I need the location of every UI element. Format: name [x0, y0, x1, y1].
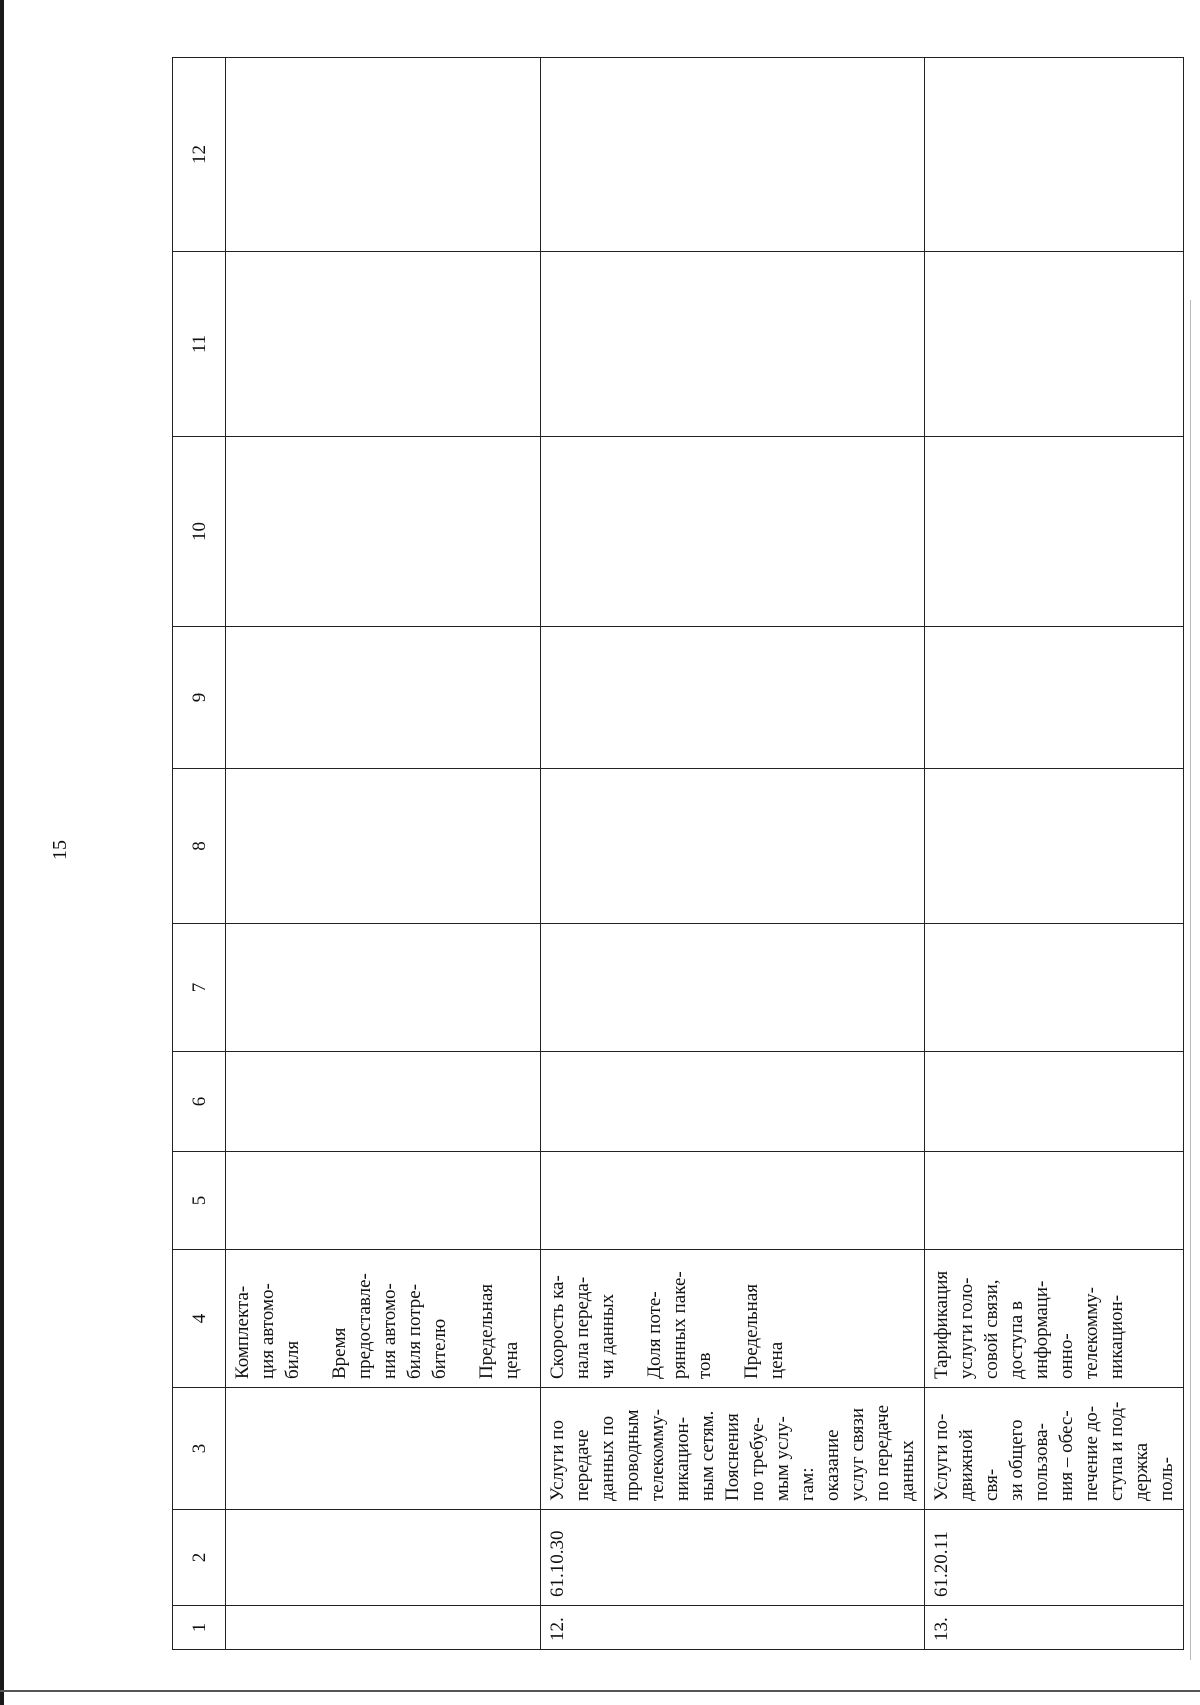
table-cell	[541, 924, 925, 1052]
okpd-code-cell: 61.20.11	[925, 1510, 1184, 1606]
table-cell	[925, 769, 1184, 924]
table-cell	[226, 252, 541, 437]
table-cell	[541, 58, 925, 252]
table-cell	[226, 437, 541, 627]
table-cell	[925, 252, 1184, 437]
scan-edge	[0, 0, 4, 1705]
header-cell: 1	[173, 1606, 226, 1650]
table-cell	[226, 627, 541, 769]
table-cell	[226, 1052, 541, 1152]
table-cell	[925, 1052, 1184, 1152]
table-cell	[925, 924, 1184, 1052]
scan-edge	[0, 1690, 1200, 1692]
table-row	[226, 58, 541, 1650]
table-cell	[226, 924, 541, 1052]
table-cell	[925, 627, 1184, 769]
header-cell: 11	[173, 252, 226, 437]
table-cell	[541, 1052, 925, 1152]
table-header-row	[173, 58, 226, 1650]
table-cell	[925, 437, 1184, 627]
table-cell	[541, 769, 925, 924]
table-cell	[541, 627, 925, 769]
characteristic-text: Комплекта- ция автомо- биля	[232, 1283, 303, 1379]
row-number-cell	[226, 1606, 541, 1650]
registry-table-container	[172, 58, 1177, 1650]
characteristic-text: Скорость ка- нала переда- чи данных	[547, 1275, 618, 1379]
header-cell: 7	[173, 924, 226, 1052]
okpd-code-cell	[226, 1510, 541, 1606]
table-cell	[226, 1152, 541, 1250]
header-cell: 12	[173, 58, 226, 252]
table-cell	[541, 252, 925, 437]
header-cell: 9	[173, 627, 226, 769]
table-row	[925, 58, 1184, 1650]
row-number-cell: 13.	[925, 1606, 1184, 1650]
header-cell: 8	[173, 769, 226, 924]
header-cell: 6	[173, 1052, 226, 1152]
okpd-code-cell: 61.10.30	[541, 1510, 925, 1606]
characteristics-cell	[541, 1250, 925, 1388]
table-cell	[541, 437, 925, 627]
row-number-cell: 12.	[541, 1606, 925, 1650]
header-cell: 10	[173, 437, 226, 627]
page-number: 15	[49, 840, 71, 860]
characteristic-text: Доля поте- рянных паке- тов	[644, 1271, 715, 1379]
service-name-cell: Услуги по передаче данных по проводным телекомму- никацион- ным сетям. Пояснения по требуе- мым услу- гам: оказание услуг связи по передаче данных	[541, 1388, 925, 1510]
characteristics-cell	[925, 1250, 1184, 1388]
table-cell	[925, 58, 1184, 252]
service-name-cell	[226, 1388, 541, 1510]
characteristic-text: Тарификация услуги голо- совой связи, доступа в информаци- онно- телекомму- никацион-	[931, 1270, 1127, 1379]
table-cell	[925, 1152, 1184, 1250]
service-name-cell: Услуги по- движной свя- зи общего пользова- ния – обес- печение до- ступа и под- держка поль-	[925, 1388, 1184, 1510]
table-cell	[226, 58, 541, 252]
registry-table	[172, 57, 1184, 1650]
characteristic-text: Время предоставле- ния автомо- биля потре- бителю	[329, 1273, 450, 1379]
characteristic-text: Предельная цена	[476, 1284, 522, 1379]
header-cell: 4	[173, 1250, 226, 1388]
header-cell: 5	[173, 1152, 226, 1250]
characteristics-cell	[226, 1250, 541, 1388]
table-cell	[226, 769, 541, 924]
characteristic-text: Предельная цена	[741, 1284, 787, 1379]
header-cell: 3	[173, 1388, 226, 1510]
scan-edge	[1190, 300, 1191, 1660]
table-cell	[541, 1152, 925, 1250]
table-row	[541, 58, 925, 1650]
header-cell: 2	[173, 1510, 226, 1606]
